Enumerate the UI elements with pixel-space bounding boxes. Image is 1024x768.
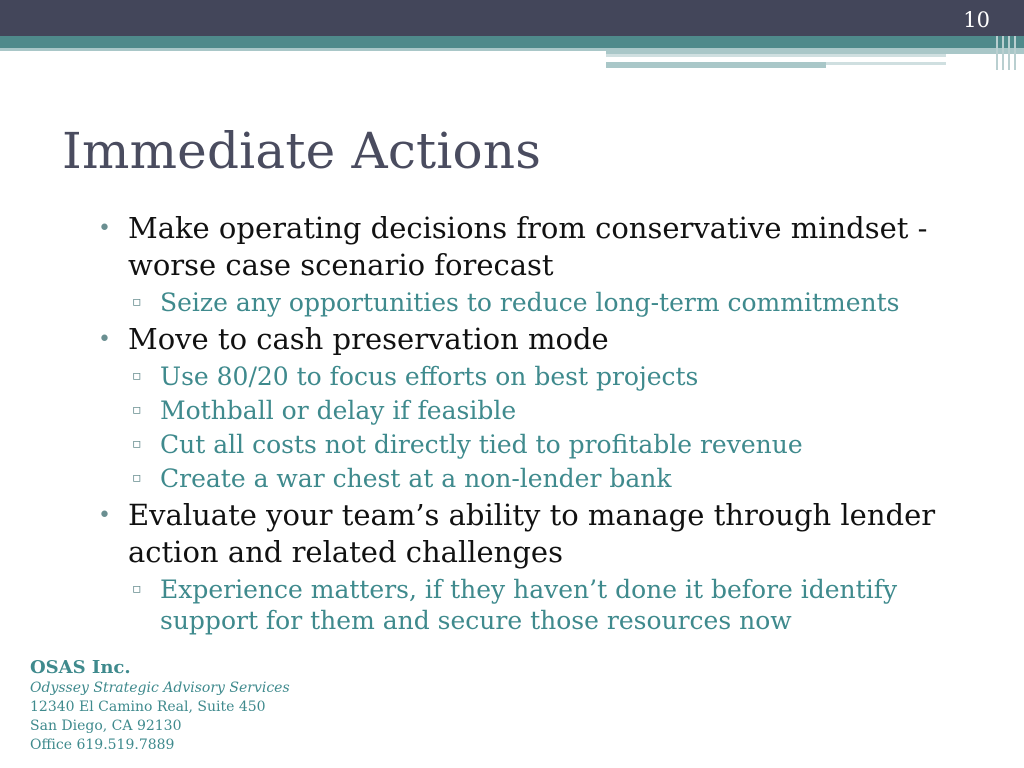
slide-title: Immediate Actions (62, 122, 542, 180)
bullet-item (98, 321, 968, 358)
bullet-list (98, 210, 968, 639)
bullet-dot-icon: • (98, 327, 111, 352)
sub-bullet-item (128, 395, 968, 426)
bullet-item (98, 210, 968, 284)
phone-number: Office 619.519.7889 (30, 737, 175, 753)
sub-bullet-text: Seize any opportunities to reduce long-term commitments (160, 288, 900, 317)
square-bullet-icon: ▫ (132, 436, 142, 452)
bullet-dot-icon: • (98, 216, 111, 241)
bullet-item (98, 497, 968, 571)
sub-bullet-text: Use 80/20 to focus efforts on best projects (160, 362, 699, 391)
header-decoration (826, 62, 946, 65)
bullet-text: Make operating decisions from conservative mindset - worse case scenario forecast (128, 211, 928, 282)
square-bullet-icon: ▫ (132, 470, 142, 486)
sub-bullet-item (128, 429, 968, 460)
sub-bullet-text: Mothball or delay if feasible (160, 396, 517, 425)
header-vertical-lines (996, 36, 1024, 70)
bullet-dot-icon: • (98, 503, 111, 528)
footer-contact (30, 657, 290, 755)
sub-bullet-text: Cut all costs not directly tied to profitable revenue (160, 430, 803, 459)
sub-bullet-item (128, 361, 968, 392)
company-tagline: Odyssey Strategic Advisory Services (30, 680, 290, 696)
square-bullet-icon: ▫ (132, 581, 142, 597)
square-bullet-icon: ▫ (132, 294, 142, 310)
header-accent-band (0, 36, 1024, 48)
sub-bullet-item (128, 574, 968, 636)
header-bar (0, 0, 1024, 36)
sub-bullet-list (128, 361, 968, 494)
sub-bullet-item (128, 287, 968, 318)
sub-bullet-list (128, 287, 968, 318)
header-decoration (606, 62, 826, 68)
page-number: 10 (963, 8, 990, 32)
bullet-text: Evaluate your team’s ability to manage through lender action and related challenges (128, 498, 936, 569)
square-bullet-icon: ▫ (132, 402, 142, 418)
sub-bullet-text: Experience matters, if they haven’t done it before identify support for them and secure those resources now (160, 575, 898, 635)
address-line-1: 12340 El Camino Real, Suite 450 (30, 699, 266, 715)
header-decoration (606, 54, 946, 57)
company-name: OSAS Inc. (30, 657, 131, 678)
address-line-2: San Diego, CA 92130 (30, 718, 182, 734)
bullet-text: Move to cash preservation mode (128, 322, 609, 356)
sub-bullet-item (128, 463, 968, 494)
sub-bullet-list (128, 574, 968, 636)
sub-bullet-text: Create a war chest at a non-lender bank (160, 464, 672, 493)
square-bullet-icon: ▫ (132, 368, 142, 384)
header-accent-line (0, 48, 606, 51)
